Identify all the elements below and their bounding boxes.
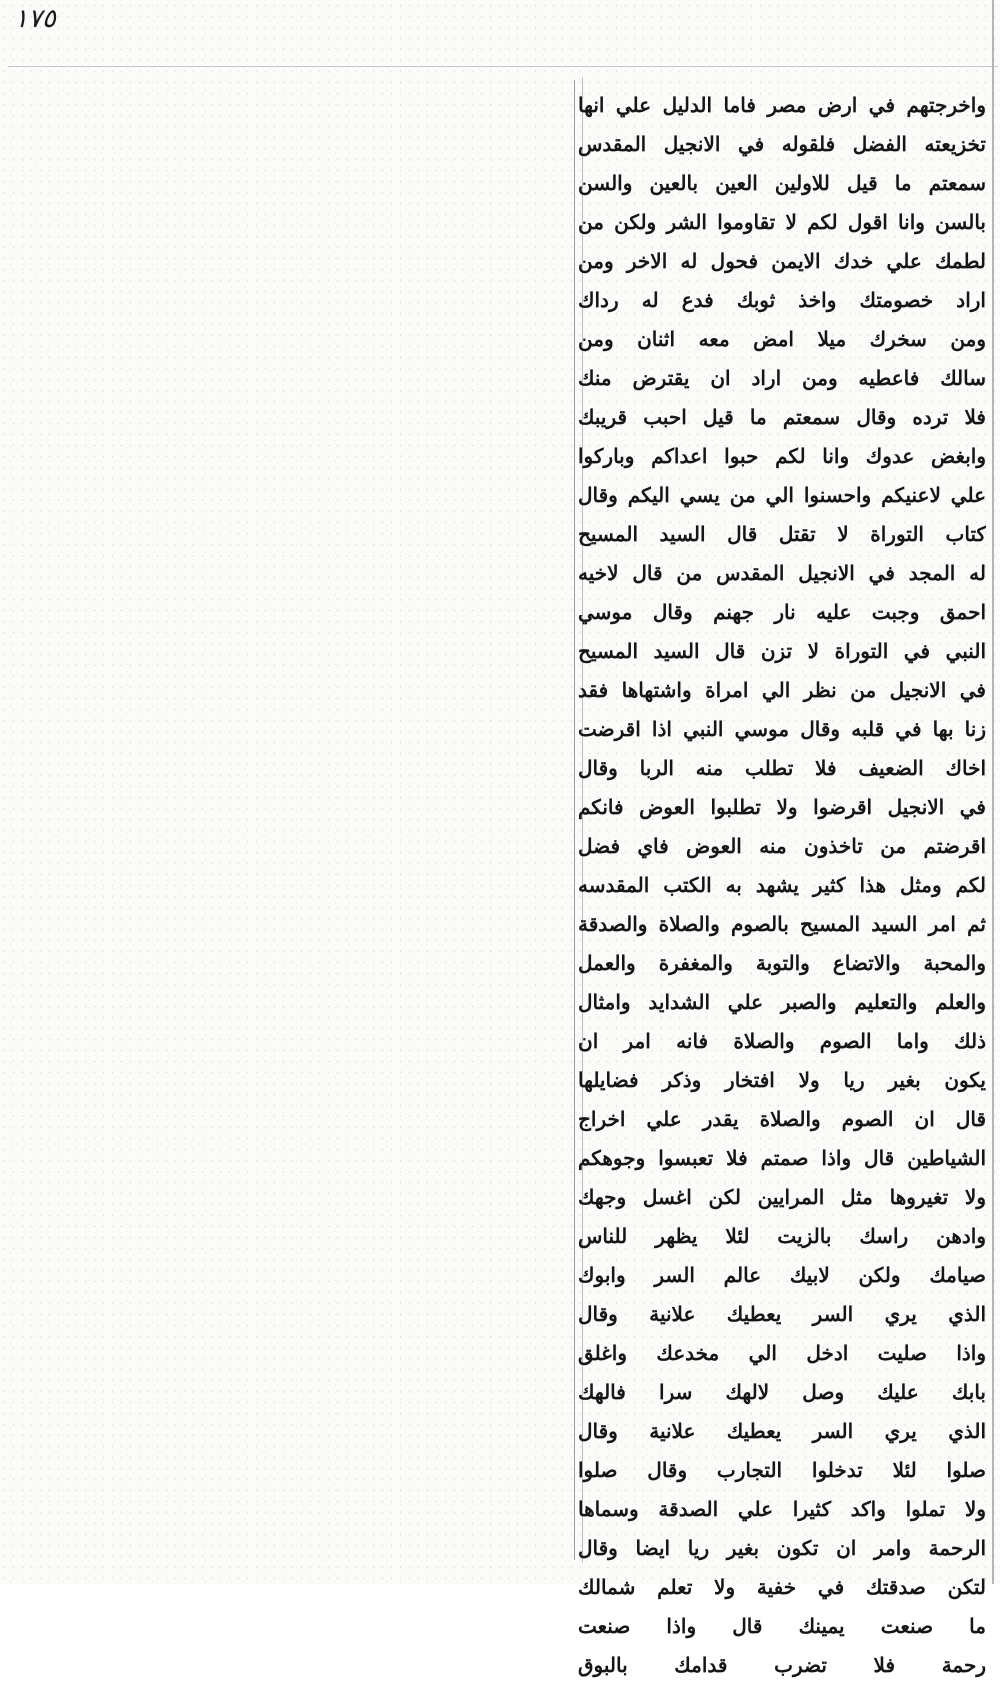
manuscript-line: صيامك ولكن لابيك عالم السر وابوك (578, 1263, 986, 1287)
manuscript-line: لطمك علي خدك الايمن فحول له الاخر ومن (578, 249, 986, 273)
manuscript-line: لتكن صدقتك في خفية ولا تعلم شمالك (578, 1575, 986, 1599)
folio-number: ١٧٥ (14, 4, 56, 34)
manuscript-line: في الانجيل اقرضوا ولا تطلبوا العوض فانكم (578, 795, 986, 819)
margin-ruling-outer (574, 80, 575, 1560)
manuscript-line: الذي يري السر يعطيك علانية وقال (578, 1302, 986, 1326)
manuscript-line: ذلك واما الصوم والصلاة فانه امر ان (578, 1029, 986, 1053)
manuscript-line: قال ان الصوم والصلاة يقدر علي اخراج (578, 1107, 986, 1131)
manuscript-line: ما صنعت يمينك قال واذا صنعت (578, 1614, 986, 1638)
manuscript-line: زنا بها في قلبه وقال موسي النبي اذا اقرضت (578, 717, 986, 741)
manuscript-line: بالسن وانا اقول لكم لا تقاوموا الشر ولكن من (578, 210, 986, 234)
manuscript-text-column (578, 86, 986, 1685)
manuscript-line: اخاك الضعيف فلا تطلب منه الربا وقال (578, 756, 986, 780)
manuscript-line: النبي في التوراة لا تزن قال السيد المسيح (578, 639, 986, 663)
manuscript-line: تخزيعته الفضل فلقوله في الانجيل المقدس (578, 132, 986, 156)
manuscript-line: صلوا لئلا تدخلوا التجارب وقال صلوا (578, 1458, 986, 1482)
manuscript-line: واذا صليت ادخل الي مخدعك واغلق (578, 1341, 986, 1365)
manuscript-line: في الانجيل من نظر الي امراة واشتهاها فقد (578, 678, 986, 702)
manuscript-line: الشياطين قال واذا صمتم فلا تعبسوا وجوهكم (578, 1146, 986, 1170)
manuscript-line: سالك فاعطيه ومن اراد ان يقترض منك (578, 366, 986, 390)
manuscript-line: يكون بغير ريا ولا افتخار وذكر فضايلها (578, 1068, 986, 1092)
manuscript-line: اراد خصومتك واخذ ثوبك فدع له رداك (578, 288, 986, 312)
manuscript-line: ولا تغيروها مثل المرايين لكن اغسل وجهك (578, 1185, 986, 1209)
manuscript-line: الرحمة وامر ان تكون بغير ريا ايضا وقال (578, 1536, 986, 1560)
manuscript-line: الذي يري السر يعطيك علانية وقال (578, 1419, 986, 1443)
top-ruling-line (8, 66, 998, 67)
manuscript-line: سمعتم ما قيل للاولين العين بالعين والسن (578, 171, 986, 195)
manuscript-line: وابغض عدوك وانا لكم حبوا اعداكم وباركوا (578, 444, 986, 468)
manuscript-line: وادهن راسك بالزيت لئلا يظهر للناس (578, 1224, 986, 1248)
manuscript-line: والعلم والتعليم والصبر علي الشدايد وامثال (578, 990, 986, 1014)
manuscript-line: فلا ترده وقال سمعتم ما قيل احبب قريبك (578, 405, 986, 429)
manuscript-line: علي لاعنيكم واحسنوا الي من يسي اليكم وقال (578, 483, 986, 507)
manuscript-line: اقرضتم من تاخذون منه العوض فاي فضل (578, 834, 986, 858)
manuscript-line: لكم ومثل هذا كثير يشهد به الكتب المقدسه (578, 873, 986, 897)
manuscript-line: واخرجتهم في ارض مصر فاما الدليل علي انها (578, 93, 986, 117)
manuscript-line: احمق وجبت عليه نار جهنم وقال موسي (578, 600, 986, 624)
manuscript-line: كتاب التوراة لا تقتل قال السيد المسيح (578, 522, 986, 546)
manuscript-line: بابك عليك وصل لالهك سرا فالهك (578, 1380, 986, 1404)
manuscript-line: ولا تملوا واكد كثيرا علي الصدقة وسماها (578, 1497, 986, 1521)
page-edge-line (992, 0, 994, 1584)
manuscript-line: ومن سخرك ميلا امض معه اثنان ومن (578, 327, 986, 351)
manuscript-line: له المجد في الانجيل المقدس من قال لاخيه (578, 561, 986, 585)
manuscript-line: ثم امر السيد المسيح بالصوم والصلاة والصدقة (578, 912, 986, 936)
manuscript-line: والمحبة والاتضاع والتوبة والمغفرة والعمل (578, 951, 986, 975)
manuscript-line: رحمة فلا تضرب قدامك بالبوق (578, 1653, 986, 1677)
